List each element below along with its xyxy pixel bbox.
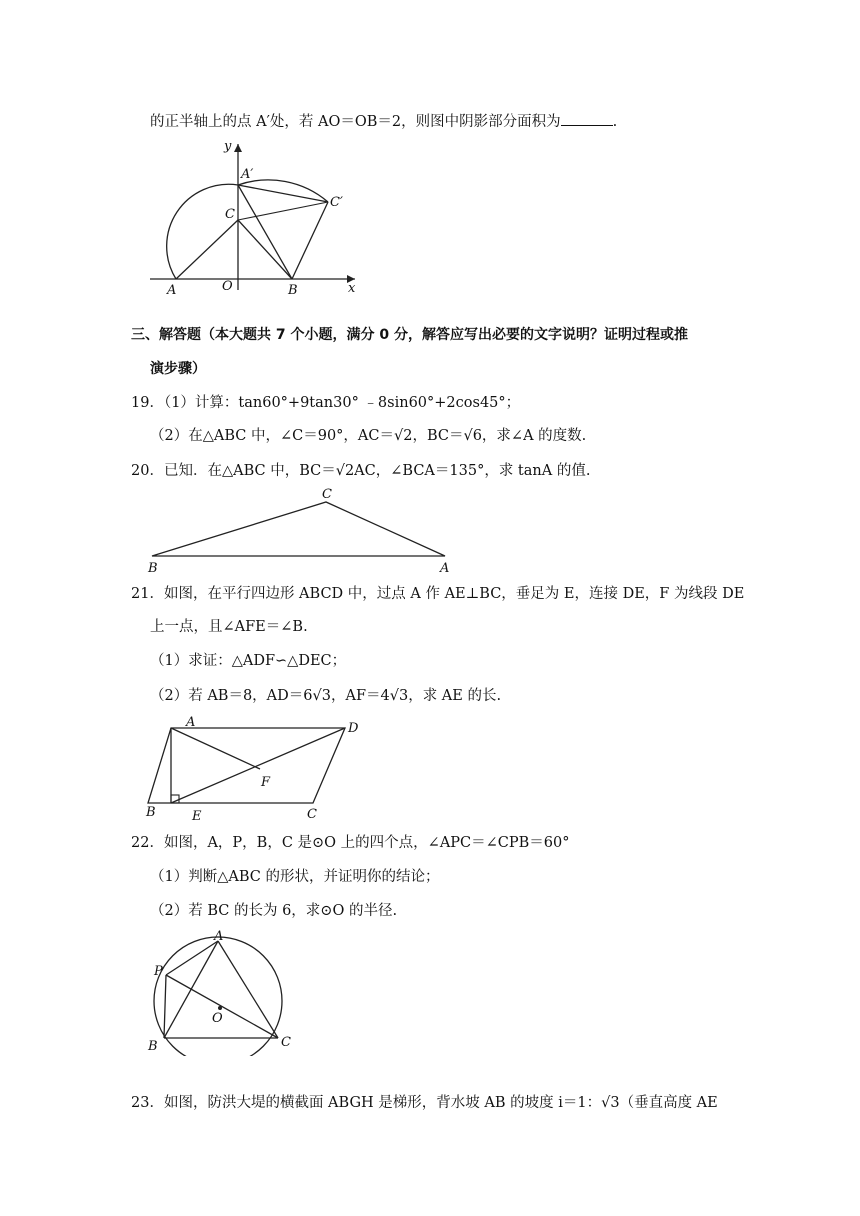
- fig22-label-c: C: [281, 1035, 291, 1050]
- q19-part2: （2）在△ABC 中，∠C＝90°，AC＝√2，BC＝√6，求∠A 的度数.: [150, 428, 587, 444]
- fig18-label-y: y: [224, 139, 232, 154]
- q21-text: 21．如图，在平行四边形 ABCD 中，过点 A 作 AE⊥BC，垂足为 E，连接 DE，F 为线段 DE: [131, 586, 745, 602]
- q23-text: 23．如图，防洪大堤的横截面 ABGH 是梯形，背水坡 AB 的坡度 i＝1：√3（垂直高度 AE: [131, 1095, 718, 1111]
- fig21-label-c: C: [307, 807, 317, 822]
- q18-text-end: .: [612, 114, 618, 130]
- fig20-label-c: C: [322, 487, 332, 502]
- fig22-label-a: A: [214, 929, 224, 944]
- section-3-heading-cont: 演步骤）: [150, 361, 206, 377]
- fig18-label-a-prime: A′: [241, 167, 254, 182]
- fig18-label-x: x: [348, 281, 356, 296]
- fig18-label-c: C: [225, 207, 235, 222]
- fig18-label-b: B: [288, 283, 298, 298]
- q18-text-main: 的正半轴上的点 A′处，若 AO＝OB＝2，则图中阴影部分面积为: [150, 114, 561, 130]
- answer-blank: [561, 111, 613, 126]
- q22-part2: （2）若 BC 的长为 6，求⊙O 的半径.: [150, 903, 398, 919]
- q22-text: 22．如图，A，P，B，C 是⊙O 上的四个点，∠APC＝∠CPB＝60°: [131, 835, 570, 851]
- fig22-label-o: O: [212, 1011, 223, 1026]
- fig20-label-b: B: [148, 561, 158, 576]
- fig21-label-d: D: [348, 721, 359, 736]
- fig21-label-b: B: [146, 805, 156, 820]
- fig18-label-a: A: [167, 283, 177, 298]
- fig22-label-b: B: [148, 1039, 158, 1054]
- figure-q18: [140, 138, 370, 298]
- fig18-label-o: O: [222, 279, 233, 294]
- figure-q21: [140, 714, 370, 824]
- section-3-heading: 三、解答题（本大题共 7 个小题，满分 0 分，解答应写出必要的文字说明？证明过程或推: [131, 327, 688, 343]
- figure-q22: [140, 926, 310, 1056]
- fig22-label-p: P: [154, 964, 163, 979]
- q18-text: [150, 111, 617, 132]
- fig20-label-a: A: [440, 561, 450, 576]
- fig18-label-c-prime: C′: [330, 195, 343, 210]
- fig21-label-e: E: [192, 809, 202, 824]
- q20-text: 20．已知．在△ABC 中，BC＝√2AC，∠BCA＝135°，求 tanA 的值.: [131, 463, 591, 479]
- figure-q20: [140, 484, 460, 576]
- q21-part1: （1）求证：△ADF∽△DEC；: [150, 653, 347, 669]
- q19-part1: 19．（1）计算：tan60°+9tan30° ﹣8sin60°+2cos45°；: [131, 395, 521, 411]
- q21-text-cont: 上一点，且∠AFE＝∠B.: [150, 619, 308, 635]
- fig21-label-f: F: [261, 775, 271, 790]
- fig21-label-a: A: [186, 715, 196, 730]
- q21-part2: （2）若 AB＝8，AD＝6√3，AF＝4√3，求 AE 的长.: [150, 688, 502, 704]
- q22-part1: （1）判断△ABC 的形状，并证明你的结论；: [150, 869, 440, 885]
